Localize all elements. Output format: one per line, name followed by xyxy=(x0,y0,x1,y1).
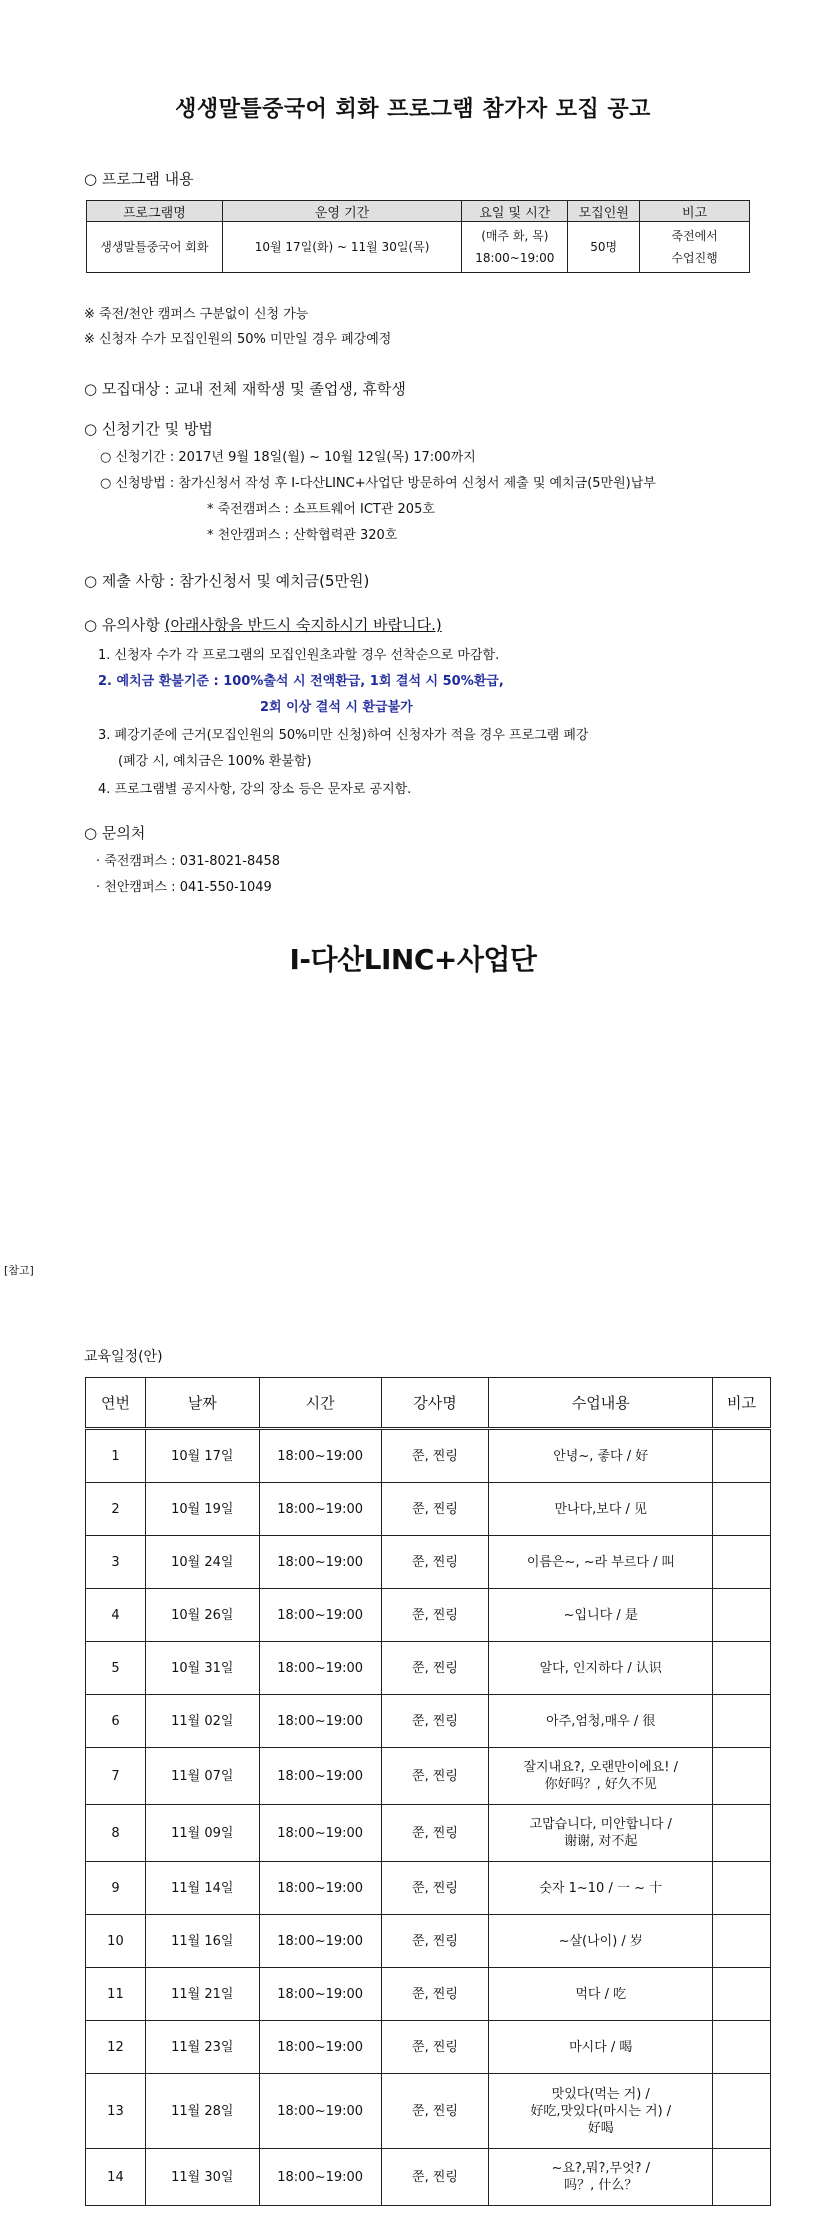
row-content-line: 吗？, 什么？ xyxy=(564,2178,638,2193)
row-content xyxy=(489,1805,713,1862)
note-campus: ※ 죽전/천안 캠퍼스 구분없이 신청 가능 xyxy=(84,307,309,322)
program-col-day: 요일 및 시간 xyxy=(462,201,568,222)
row-teacher: 쭌, 찐링 xyxy=(381,1483,489,1536)
row-teacher: 쭌, 찐링 xyxy=(381,2149,489,2206)
row-no: 12 xyxy=(86,2021,146,2074)
row-content-line: ~입니다 / 是 xyxy=(563,1607,638,1623)
ref-label: [참고] xyxy=(4,1264,34,1277)
contact-heading: ○ 문의처 xyxy=(84,824,146,842)
row-teacher: 쭌, 찐링 xyxy=(381,1968,489,2021)
table-row xyxy=(86,1968,771,2021)
table-row xyxy=(86,1695,771,1748)
row-content xyxy=(489,2149,713,2206)
row-content-line: 마시다 / 喝 xyxy=(569,2039,633,2055)
row-content-line: 好喝 xyxy=(587,2120,614,2136)
row-time: 18:00~19:00 xyxy=(259,2149,381,2206)
row-time: 18:00~19:00 xyxy=(259,1429,381,1483)
row-note xyxy=(713,1915,771,1968)
row-time: 18:00~19:00 xyxy=(259,1968,381,2021)
row-time: 18:00~19:00 xyxy=(259,1536,381,1589)
row-content-line: 好吃,맛있다(마시는 거) / xyxy=(530,2103,672,2119)
row-no: 9 xyxy=(86,1862,146,1915)
program-name: 생생말틀중국어 회화 xyxy=(87,222,223,273)
caution-1: 1. 신청자 수가 각 프로그램의 모집인원초과할 경우 선착순으로 마감함. xyxy=(98,648,500,663)
row-teacher: 쭌, 찐링 xyxy=(381,2074,489,2149)
row-note xyxy=(713,1695,771,1748)
row-no: 3 xyxy=(86,1536,146,1589)
caution-4: 4. 프로그램별 공지사항, 강의 장소 등은 문자로 공지함. xyxy=(98,782,412,797)
caution-2b: 2회 이상 결석 시 환급불가 xyxy=(260,700,413,715)
table-row xyxy=(86,1642,771,1695)
row-content-line: 谢谢, 对不起 xyxy=(564,1834,638,1849)
row-note xyxy=(713,1642,771,1695)
program-capacity: 50명 xyxy=(568,222,640,273)
row-date: 11월 07일 xyxy=(145,1748,259,1805)
row-content xyxy=(489,1915,713,1968)
row-date: 11월 23일 xyxy=(145,2021,259,2074)
row-content xyxy=(489,1968,713,2021)
row-no: 10 xyxy=(86,1915,146,1968)
row-content-line: 알다, 인지하다 / 认识 xyxy=(539,1660,662,1676)
row-content xyxy=(489,1589,713,1642)
schedule-table xyxy=(85,1377,771,2206)
row-note xyxy=(713,2149,771,2206)
row-content xyxy=(489,1429,713,1483)
row-no: 14 xyxy=(86,2149,146,2206)
apply-heading: ○ 신청기간 및 방법 xyxy=(84,420,213,438)
row-date: 11월 28일 xyxy=(145,2074,259,2149)
row-note xyxy=(713,1483,771,1536)
row-date: 11월 09일 xyxy=(145,1805,259,1862)
program-table-header xyxy=(87,201,750,222)
row-time: 18:00~19:00 xyxy=(259,1695,381,1748)
program-note xyxy=(640,222,750,273)
col-content: 수업내용 xyxy=(489,1378,713,1429)
row-teacher: 쭌, 찐링 xyxy=(381,1862,489,1915)
row-content-line: ~요?,뭐?,무엇? / xyxy=(551,2161,651,2176)
caution-underline: (아래사항을 반드시 숙지하시기 바랍니다.) xyxy=(164,616,442,634)
row-content-line: 맛있다(먹는 거) / xyxy=(551,2086,650,2102)
row-time: 18:00~19:00 xyxy=(259,2021,381,2074)
row-date: 11월 02일 xyxy=(145,1695,259,1748)
row-date: 10월 19일 xyxy=(145,1483,259,1536)
row-content-line: 아주,엄청,매우 / 很 xyxy=(546,1713,656,1729)
program-col-note: 비고 xyxy=(640,201,750,222)
row-time: 18:00~19:00 xyxy=(259,1915,381,1968)
schedule-header xyxy=(86,1378,771,1429)
row-teacher: 쭌, 찐링 xyxy=(381,1536,489,1589)
row-no: 8 xyxy=(86,1805,146,1862)
row-content-line: 숫자 1~10 / 一 ~ 十 xyxy=(539,1880,663,1896)
row-teacher: 쭌, 찐링 xyxy=(381,2021,489,2074)
row-teacher: 쭌, 찐링 xyxy=(381,1915,489,1968)
row-time: 18:00~19:00 xyxy=(259,1748,381,1805)
col-no: 연번 xyxy=(86,1378,146,1429)
table-row xyxy=(86,2021,771,2074)
col-note: 비고 xyxy=(713,1378,771,1429)
caution-prefix: ○ 유의사항 xyxy=(84,616,165,634)
row-time: 18:00~19:00 xyxy=(259,2074,381,2149)
program-time: 18:00~19:00 xyxy=(475,251,555,265)
row-date: 10월 24일 xyxy=(145,1536,259,1589)
submit-line: ○ 제출 사항 : 참가신청서 및 예치금(5만원) xyxy=(84,572,370,590)
row-date: 11월 16일 xyxy=(145,1915,259,1968)
row-no: 4 xyxy=(86,1589,146,1642)
apply-method: ○ 신청방법 : 참가신청서 작성 후 I-다산LINC+사업단 방문하여 신청서 제출 및 예치금(5만원)납부 xyxy=(100,476,656,491)
program-table xyxy=(86,200,750,273)
col-time: 시간 xyxy=(259,1378,381,1429)
row-note xyxy=(713,2021,771,2074)
row-date: 10월 26일 xyxy=(145,1589,259,1642)
row-note xyxy=(713,1968,771,2021)
row-teacher: 쭌, 찐링 xyxy=(381,1429,489,1483)
program-col-name: 프로그램명 xyxy=(87,201,223,222)
row-time: 18:00~19:00 xyxy=(259,1642,381,1695)
table-row xyxy=(86,2149,771,2206)
brand-name: I-다산LINC+사업단 xyxy=(289,943,537,976)
caution-heading xyxy=(84,614,442,635)
row-note xyxy=(713,1589,771,1642)
schedule-label: 교육일정(안) xyxy=(84,1349,163,1365)
section-program: ○ 프로그램 내용 xyxy=(84,170,194,188)
row-no: 2 xyxy=(86,1483,146,1536)
table-row xyxy=(86,1915,771,1968)
row-time: 18:00~19:00 xyxy=(259,1483,381,1536)
table-row xyxy=(86,1589,771,1642)
row-teacher: 쭌, 찐링 xyxy=(381,1748,489,1805)
row-time: 18:00~19:00 xyxy=(259,1589,381,1642)
program-day: (매주 화, 목) xyxy=(481,229,549,243)
row-time: 18:00~19:00 xyxy=(259,1862,381,1915)
caution-3b: (폐강 시, 예치금은 100% 환불함) xyxy=(118,754,312,769)
row-teacher: 쭌, 찐링 xyxy=(381,1642,489,1695)
program-day-time xyxy=(462,222,568,273)
row-content-line: 안녕~, 좋다 / 好 xyxy=(553,1448,649,1464)
row-no: 13 xyxy=(86,2074,146,2149)
contact-cheonan: · 천안캠퍼스 : 041-550-1049 xyxy=(96,880,272,895)
schedule-body xyxy=(86,1429,771,2206)
row-no: 6 xyxy=(86,1695,146,1748)
program-row xyxy=(87,222,750,273)
row-content-line: 이름은~, ~라 부르다 / 叫 xyxy=(526,1554,675,1570)
row-no: 1 xyxy=(86,1429,146,1483)
table-row xyxy=(86,1536,771,1589)
contact-jukjeon: · 죽전캠퍼스 : 031-8021-8458 xyxy=(96,854,281,869)
row-teacher: 쭌, 찐링 xyxy=(381,1695,489,1748)
row-content xyxy=(489,1536,713,1589)
row-date: 11월 14일 xyxy=(145,1862,259,1915)
program-col-period: 운영 기간 xyxy=(222,201,462,222)
row-content xyxy=(489,2074,713,2149)
row-content xyxy=(489,1642,713,1695)
row-no: 5 xyxy=(86,1642,146,1695)
col-teacher: 강사명 xyxy=(381,1378,489,1429)
row-content xyxy=(489,1748,713,1805)
campus-cheonan: * 천안캠퍼스 : 산학협력관 320호 xyxy=(207,528,398,543)
row-content-line: 잘지내요?, 오랜만이에요! / xyxy=(523,1760,678,1775)
row-note xyxy=(713,1748,771,1805)
caution-2a: 2. 예치금 환불기준 : 100%출석 시 전액환급, 1회 결석 시 50%환급, xyxy=(98,674,504,689)
row-content-line: ~살(나이) / 岁 xyxy=(558,1933,643,1949)
program-period: 10월 17일(화) ~ 11월 30일(목) xyxy=(222,222,462,273)
table-row xyxy=(86,1483,771,1536)
table-row xyxy=(86,2074,771,2149)
row-date: 11월 30일 xyxy=(145,2149,259,2206)
row-note xyxy=(713,1862,771,1915)
row-content-line: 고맙습니다, 미안합니다 / xyxy=(529,1817,672,1832)
apply-period: ○ 신청기간 : 2017년 9월 18일(월) ~ 10월 12일(목) 17:00까지 xyxy=(100,450,476,465)
row-date: 10월 17일 xyxy=(145,1429,259,1483)
table-row xyxy=(86,1862,771,1915)
program-note-line1: 죽전에서 xyxy=(671,229,718,243)
program-note-line2: 수업진행 xyxy=(671,251,718,265)
target-line: ○ 모집대상 : 교내 전체 재학생 및 졸업생, 휴학생 xyxy=(84,380,406,398)
row-no: 7 xyxy=(86,1748,146,1805)
table-row xyxy=(86,1805,771,1862)
row-note xyxy=(713,1805,771,1862)
row-teacher: 쭌, 찐링 xyxy=(381,1805,489,1862)
row-content xyxy=(489,1483,713,1536)
row-note xyxy=(713,1536,771,1589)
note-cancel: ※ 신청자 수가 모집인원의 50% 미만일 경우 폐강예정 xyxy=(84,332,392,347)
row-content-line: 먹다 / 吃 xyxy=(575,1986,627,2002)
row-no: 11 xyxy=(86,1968,146,2021)
row-date: 10월 31일 xyxy=(145,1642,259,1695)
row-teacher: 쭌, 찐링 xyxy=(381,1589,489,1642)
row-note xyxy=(713,2074,771,2149)
row-content-line: 你好吗？, 好久不见 xyxy=(544,1777,657,1792)
campus-jukjeon: * 죽전캠퍼스 : 소프트웨어 ICT관 205호 xyxy=(207,502,435,517)
row-note xyxy=(713,1429,771,1483)
col-date: 날짜 xyxy=(145,1378,259,1429)
row-date: 11월 21일 xyxy=(145,1968,259,2021)
row-time: 18:00~19:00 xyxy=(259,1805,381,1862)
program-col-capacity: 모집인원 xyxy=(568,201,640,222)
row-content-line: 만나다,보다 / 见 xyxy=(554,1501,648,1517)
page-title: 생생말틀중국어 회화 프로그램 참가자 모집 공고 xyxy=(175,97,651,122)
table-row xyxy=(86,1429,771,1483)
row-content xyxy=(489,1862,713,1915)
row-content xyxy=(489,2021,713,2074)
caution-3a: 3. 폐강기준에 근거(모집인원의 50%미만 신청)하여 신청자가 적을 경우 프로그램 폐강 xyxy=(98,728,589,743)
row-content xyxy=(489,1695,713,1748)
table-row xyxy=(86,1748,771,1805)
